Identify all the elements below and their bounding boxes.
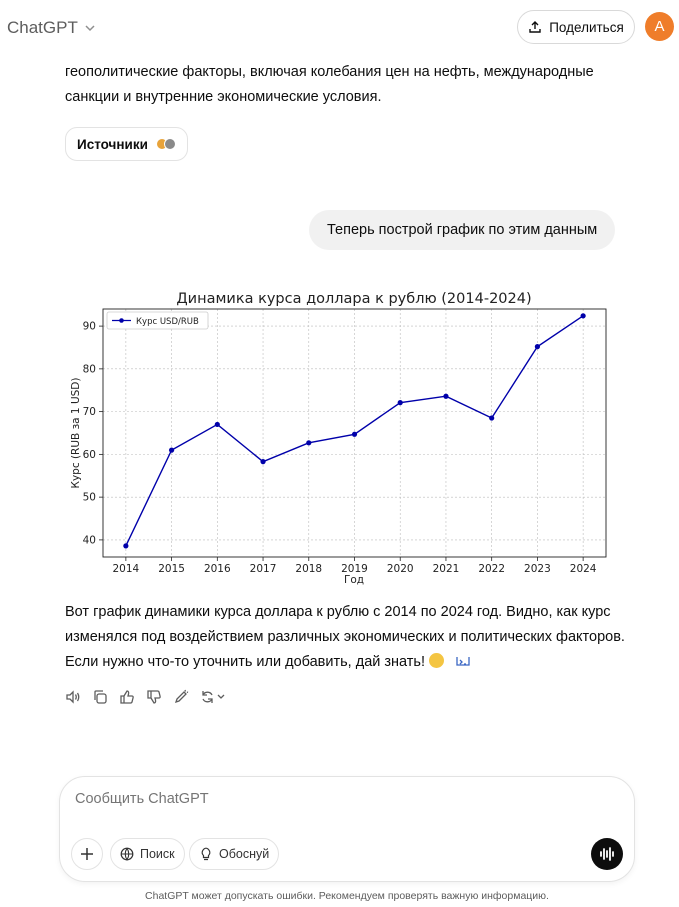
- search-button[interactable]: [110, 838, 185, 870]
- sources-button[interactable]: [65, 127, 188, 161]
- voice-mode-button[interactable]: [591, 838, 623, 870]
- assistant-message-bottom-text: Вот график динамики курса доллара к рублю с 2014 по 2024 год. Видно, как курс изменялся под воздействием различных экономических и политических факторов. Если нужно что-то уточнить или добавить, дай знать!: [65, 604, 625, 670]
- x-tick-label: 2024: [569, 563, 597, 575]
- assistant-message-top: геополитические факторы, включая колебания цен на нефть, международные санкции и внутренние экономические условия.: [65, 64, 594, 105]
- data-point: [535, 344, 540, 349]
- data-point: [581, 313, 586, 318]
- x-tick-label: 2021: [432, 563, 460, 575]
- chevron-down-icon: [84, 22, 96, 34]
- x-tick-label: 2022: [478, 563, 506, 575]
- plus-icon: [80, 847, 94, 861]
- legend-label: Курс USD/RUB: [136, 317, 199, 327]
- x-tick-label: 2015: [158, 563, 185, 575]
- attach-button[interactable]: [71, 838, 103, 870]
- globe-icon: [120, 847, 134, 861]
- voice-waveform-icon: [599, 846, 615, 862]
- data-point: [260, 459, 265, 464]
- message-input[interactable]: [75, 791, 525, 807]
- user-message: [309, 210, 615, 250]
- user-message-text: Теперь построй график по этим данным: [327, 222, 598, 238]
- x-tick-label: 2019: [341, 563, 368, 575]
- legend: [107, 312, 208, 329]
- data-point: [352, 432, 357, 437]
- avatar-letter: A: [654, 18, 665, 35]
- x-tick-label: 2020: [386, 563, 414, 575]
- copy-icon[interactable]: [92, 689, 108, 705]
- data-point: [123, 543, 128, 548]
- x-tick-label: 2018: [295, 563, 323, 575]
- y-tick-label: 60: [82, 448, 96, 461]
- avatar[interactable]: [645, 12, 674, 41]
- share-icon: [528, 20, 542, 34]
- data-point: [306, 440, 311, 445]
- app-title: ChatGPT: [7, 18, 78, 37]
- chart-title: Динамика курса доллара к рублю (2014-2024): [176, 291, 532, 307]
- speaker-icon[interactable]: [65, 689, 81, 705]
- x-tick-label: 2016: [203, 563, 231, 575]
- thumbs-up-icon[interactable]: [119, 689, 135, 705]
- x-tick-label: 2014: [112, 563, 140, 575]
- data-point: [169, 448, 174, 453]
- regenerate-icon[interactable]: [200, 689, 228, 705]
- search-label: Поиск: [140, 847, 175, 861]
- smile-emoji-icon: [429, 653, 444, 668]
- reason-label: Обоснуй: [219, 847, 270, 861]
- disclaimer: ChatGPT может допускать ошибки. Рекомендуем проверять важную информацию.: [145, 890, 549, 902]
- chart-svg: [65, 284, 625, 594]
- data-point: [215, 422, 220, 427]
- reason-button[interactable]: [189, 838, 279, 870]
- top-bar: [0, 0, 679, 56]
- lightbulb-icon: [199, 847, 213, 861]
- assistant-message-bottom: [65, 600, 625, 675]
- y-tick-label: 50: [82, 491, 96, 504]
- line-chart: [65, 284, 625, 594]
- x-axis-label: Год: [343, 574, 365, 586]
- x-tick-label: 2017: [249, 563, 277, 575]
- y-tick-label: 40: [82, 534, 96, 547]
- y-tick-label: 80: [82, 363, 96, 376]
- y-axis-label: Курс (RUB за 1 USD): [70, 377, 82, 489]
- thumbs-down-icon[interactable]: [146, 689, 162, 705]
- data-point: [398, 400, 403, 405]
- source-favicons-icon: [156, 138, 176, 150]
- model-selector[interactable]: [7, 18, 96, 38]
- share-button[interactable]: [517, 10, 635, 44]
- sources-label: Источники: [77, 136, 148, 152]
- data-point: [443, 394, 448, 399]
- edit-icon[interactable]: [173, 689, 189, 705]
- y-tick-label: 70: [82, 406, 96, 419]
- x-tick-label: 2023: [524, 563, 551, 575]
- code-canvas-icon[interactable]: [454, 654, 472, 668]
- message-actions: [65, 689, 228, 705]
- share-label: Поделиться: [549, 19, 624, 35]
- y-tick-label: 90: [82, 320, 96, 333]
- data-point: [489, 415, 494, 420]
- composer: [59, 776, 635, 882]
